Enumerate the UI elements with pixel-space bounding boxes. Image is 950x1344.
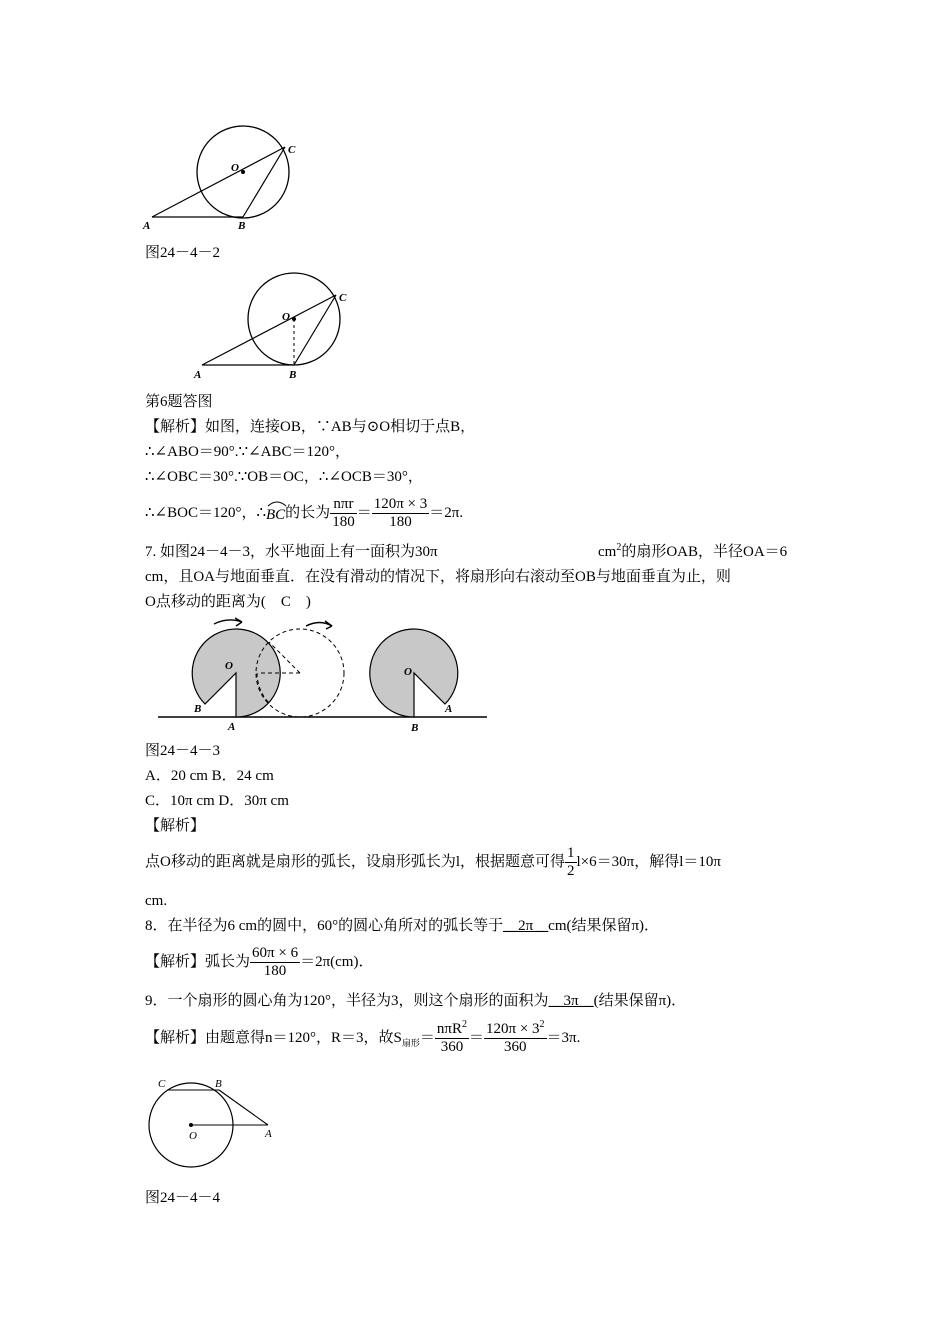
q9-answer: __3π__	[548, 993, 594, 1009]
fraction: $\frac{n\pi R^2}{360}$	[436, 1019, 467, 1055]
figure-caption: 图24－4－4	[145, 1190, 221, 1206]
q7-stem-line3: O点移动的距离为( C )	[145, 594, 311, 610]
label-b: B	[238, 220, 246, 232]
q7-options-line1: A．20 cm B．24 cm	[145, 768, 274, 784]
q7-stem-line1: 7. 如图24－4－3，水平地面上有一面积为30π	[145, 544, 438, 560]
q8-stem: 8．在半径为6 cm的圆中，60°的圆心角所对的弧长等于__2π__cm(结果保留π)．	[145, 918, 660, 934]
figure-24-4-3	[150, 610, 495, 735]
q7-analysis-end: cm.	[145, 893, 168, 909]
fraction-half: $\frac{1}{2}$	[567, 845, 575, 879]
q9-analysis: 【解析】由题意得n＝120°，R＝3，故$S_{扇形}=$ $\frac{n\pi R^2}{360}$ ＝ $\frac{120\pi \times 3^2}{360}$ ＝3π.	[145, 1019, 581, 1055]
arc-bc: BC	[266, 507, 286, 523]
label-o: O	[189, 1130, 197, 1142]
label-o: O	[404, 666, 412, 678]
fraction: $\frac{\text{nπr}}{180}$	[332, 496, 355, 530]
figure-24-4-4	[140, 1072, 290, 1172]
figure-24-4-2	[140, 118, 320, 238]
label-a: A	[143, 220, 151, 232]
label-o: O	[225, 660, 233, 672]
analysis-tag: 【解析】	[145, 419, 206, 435]
label-a: A	[265, 1128, 272, 1140]
figure-caption: 图24－4－2	[145, 245, 221, 261]
label-a: A	[445, 703, 453, 715]
q6-analysis-line2: ∴∠ABO＝90°.∵∠ABC＝120°，	[145, 444, 350, 460]
q7-options-line2: C．10π cm D．30π cm	[145, 793, 289, 809]
q7-stem-line2: cm，且OA与地面垂直．在没有滑动的情况下，将扇形向右滚动至OB与地面垂直为止，则	[145, 569, 731, 585]
q6-analysis-line1: 【解析】如图，连接OB，∵AB与⊙O相切于点B，	[145, 419, 476, 435]
fraction: $\frac{60\pi \times 6}{180}$	[252, 945, 299, 979]
fraction: $\frac{120\pi \times 3^2}{360}$	[486, 1019, 545, 1055]
label-a: A	[228, 721, 236, 733]
analysis-tag: 【解析】	[145, 818, 206, 834]
label-b: B	[289, 369, 297, 381]
q7-stem-line1-tail: $cm^2$的扇形OAB，半径OA＝6	[598, 542, 788, 560]
label-b: B	[194, 703, 202, 715]
label-b: B	[411, 722, 419, 734]
label-b: B	[215, 1078, 222, 1090]
label-o: O	[282, 311, 290, 323]
label-c: C	[158, 1078, 166, 1090]
q6-analysis-line4: ∴∠BOC＝120°，∴ BC的长为 $\frac{\text{nπr}}{180}$ ＝ $\frac{120\pi \times 3}{180}$ ＝2π.	[145, 496, 464, 530]
q8-answer: __2π__	[503, 918, 549, 934]
fraction: $\frac{120\pi \times 3}{180}$	[373, 496, 428, 530]
label-a: A	[194, 369, 202, 381]
analysis-tag: 【解析】	[145, 953, 206, 970]
figure-q6-answer	[190, 272, 370, 387]
q8-analysis: 【解析】弧长为 $\frac{60\pi \times 6}{180}$ ＝2π(cm)．	[145, 945, 374, 979]
figure-caption: 图24－4－3	[145, 743, 221, 759]
label-o: O	[231, 162, 239, 174]
q6-analysis-line3: ∴∠OBC＝30°.∵OB＝OC，∴∠OCB＝30°，	[145, 469, 423, 485]
label-c: C	[339, 292, 347, 304]
figure-caption: 第6题答图	[145, 394, 213, 410]
label-c: C	[288, 144, 296, 156]
q7-analysis: 点O移动的距离就是扇形的弧长，设扇形弧长为l，根据题意可得 $\frac{1}{2}$ l×6＝30π，解得l＝10π	[145, 845, 721, 879]
q9-stem: 9．一个扇形的圆心角为120°，半径为3，则这个扇形的面积为__3π__(结果保留π)．	[145, 993, 687, 1009]
analysis-tag: 【解析】	[145, 1029, 206, 1046]
